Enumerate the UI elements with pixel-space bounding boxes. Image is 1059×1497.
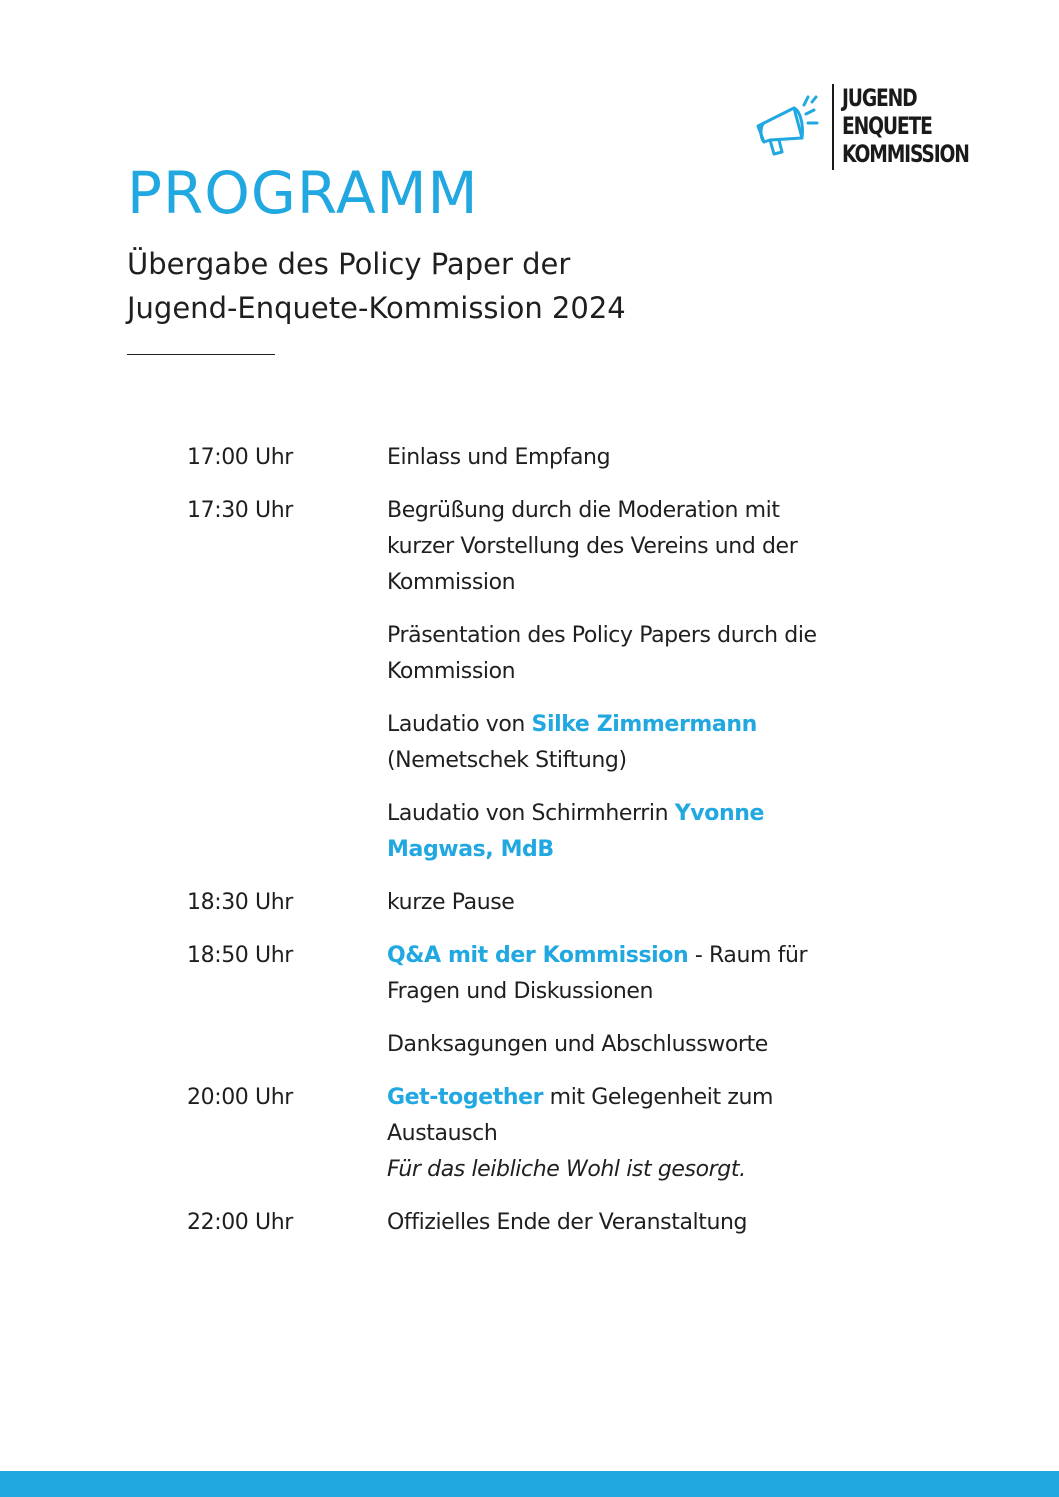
description-line: Danksagungen und Abschlussworte [387, 1032, 768, 1057]
schedule-description [387, 618, 927, 690]
speaker-name: Yvonne [674, 801, 765, 826]
schedule-description [387, 796, 927, 868]
description-line: (Nemetschek Stiftung) [387, 748, 627, 773]
description-text: Laudatio von Schirmherrin [387, 801, 675, 826]
schedule-row [187, 440, 947, 476]
logo [750, 82, 980, 172]
description-line: kurzer Vorstellung des Vereins und der [387, 534, 798, 559]
schedule-description [387, 938, 927, 1010]
description-text: mit Gelegenheit zum [543, 1085, 774, 1110]
schedule-description [387, 707, 927, 779]
schedule-description [387, 1205, 927, 1241]
schedule-description [387, 493, 927, 601]
schedule-description [387, 885, 927, 921]
schedule-time: 18:50 Uhr [187, 943, 293, 968]
footer-bar [0, 1471, 1059, 1497]
page-subtitle [127, 242, 626, 330]
page-title: PROGRAMM [127, 159, 479, 227]
description-line: Begrüßung durch die Moderation mit [387, 498, 780, 523]
schedule-time: 20:00 Uhr [187, 1085, 293, 1110]
schedule-time [187, 1027, 387, 1063]
logo-line-2: ENQUETE [842, 112, 932, 140]
schedule-time [187, 618, 387, 690]
schedule-description [387, 440, 927, 476]
logo-divider [832, 84, 834, 170]
schedule-time [187, 796, 387, 868]
description-line: Kommission [387, 659, 516, 684]
logo-line-3: KOMMISSION [842, 140, 969, 168]
highlight-text: Q&A mit der Kommission [387, 943, 689, 968]
description-line: Fragen und Diskussionen [387, 979, 654, 1004]
description-line: Austausch [387, 1121, 498, 1146]
description-line [387, 707, 927, 743]
description-line: Präsentation des Policy Papers durch die [387, 623, 817, 648]
speaker-name: Silke Zimmermann [531, 712, 757, 737]
description-line [387, 796, 927, 832]
description-text: - Raum für [688, 943, 808, 968]
schedule-row [187, 1205, 947, 1241]
description-line: Kommission [387, 570, 516, 595]
schedule-row [187, 938, 947, 1010]
schedule-time [187, 707, 387, 779]
schedule-time: 17:30 Uhr [187, 498, 293, 523]
schedule [187, 440, 947, 1258]
schedule-row [187, 1027, 947, 1063]
highlight-text: Get-together [387, 1085, 544, 1110]
logo-wordmark [842, 84, 969, 168]
catering-note: Für das leibliche Wohl ist gesorgt. [387, 1157, 746, 1182]
description-line [387, 938, 927, 974]
schedule-row [187, 618, 947, 690]
schedule-row [187, 885, 947, 921]
schedule-description [387, 1080, 927, 1188]
subtitle-line-2: Jugend-Enquete-Kommission 2024 [127, 291, 626, 325]
megaphone-icon [750, 90, 822, 162]
schedule-row [187, 796, 947, 868]
description-line [387, 1080, 927, 1116]
schedule-row [187, 1080, 947, 1188]
description-line: kurze Pause [387, 890, 515, 915]
title-divider [127, 354, 275, 355]
schedule-row [187, 707, 947, 779]
schedule-description [387, 1027, 927, 1063]
schedule-time: 17:00 Uhr [187, 445, 293, 470]
schedule-time: 22:00 Uhr [187, 1210, 293, 1235]
schedule-time: 18:30 Uhr [187, 890, 293, 915]
subtitle-line-1: Übergabe des Policy Paper der [127, 247, 571, 281]
logo-line-1: JUGEND [842, 84, 917, 112]
description-text: Laudatio von [387, 712, 532, 737]
speaker-name: Magwas, MdB [387, 837, 554, 862]
schedule-row [187, 493, 947, 601]
description-line: Einlass und Empfang [387, 445, 611, 470]
description-line: Offizielles Ende der Veranstaltung [387, 1210, 748, 1235]
